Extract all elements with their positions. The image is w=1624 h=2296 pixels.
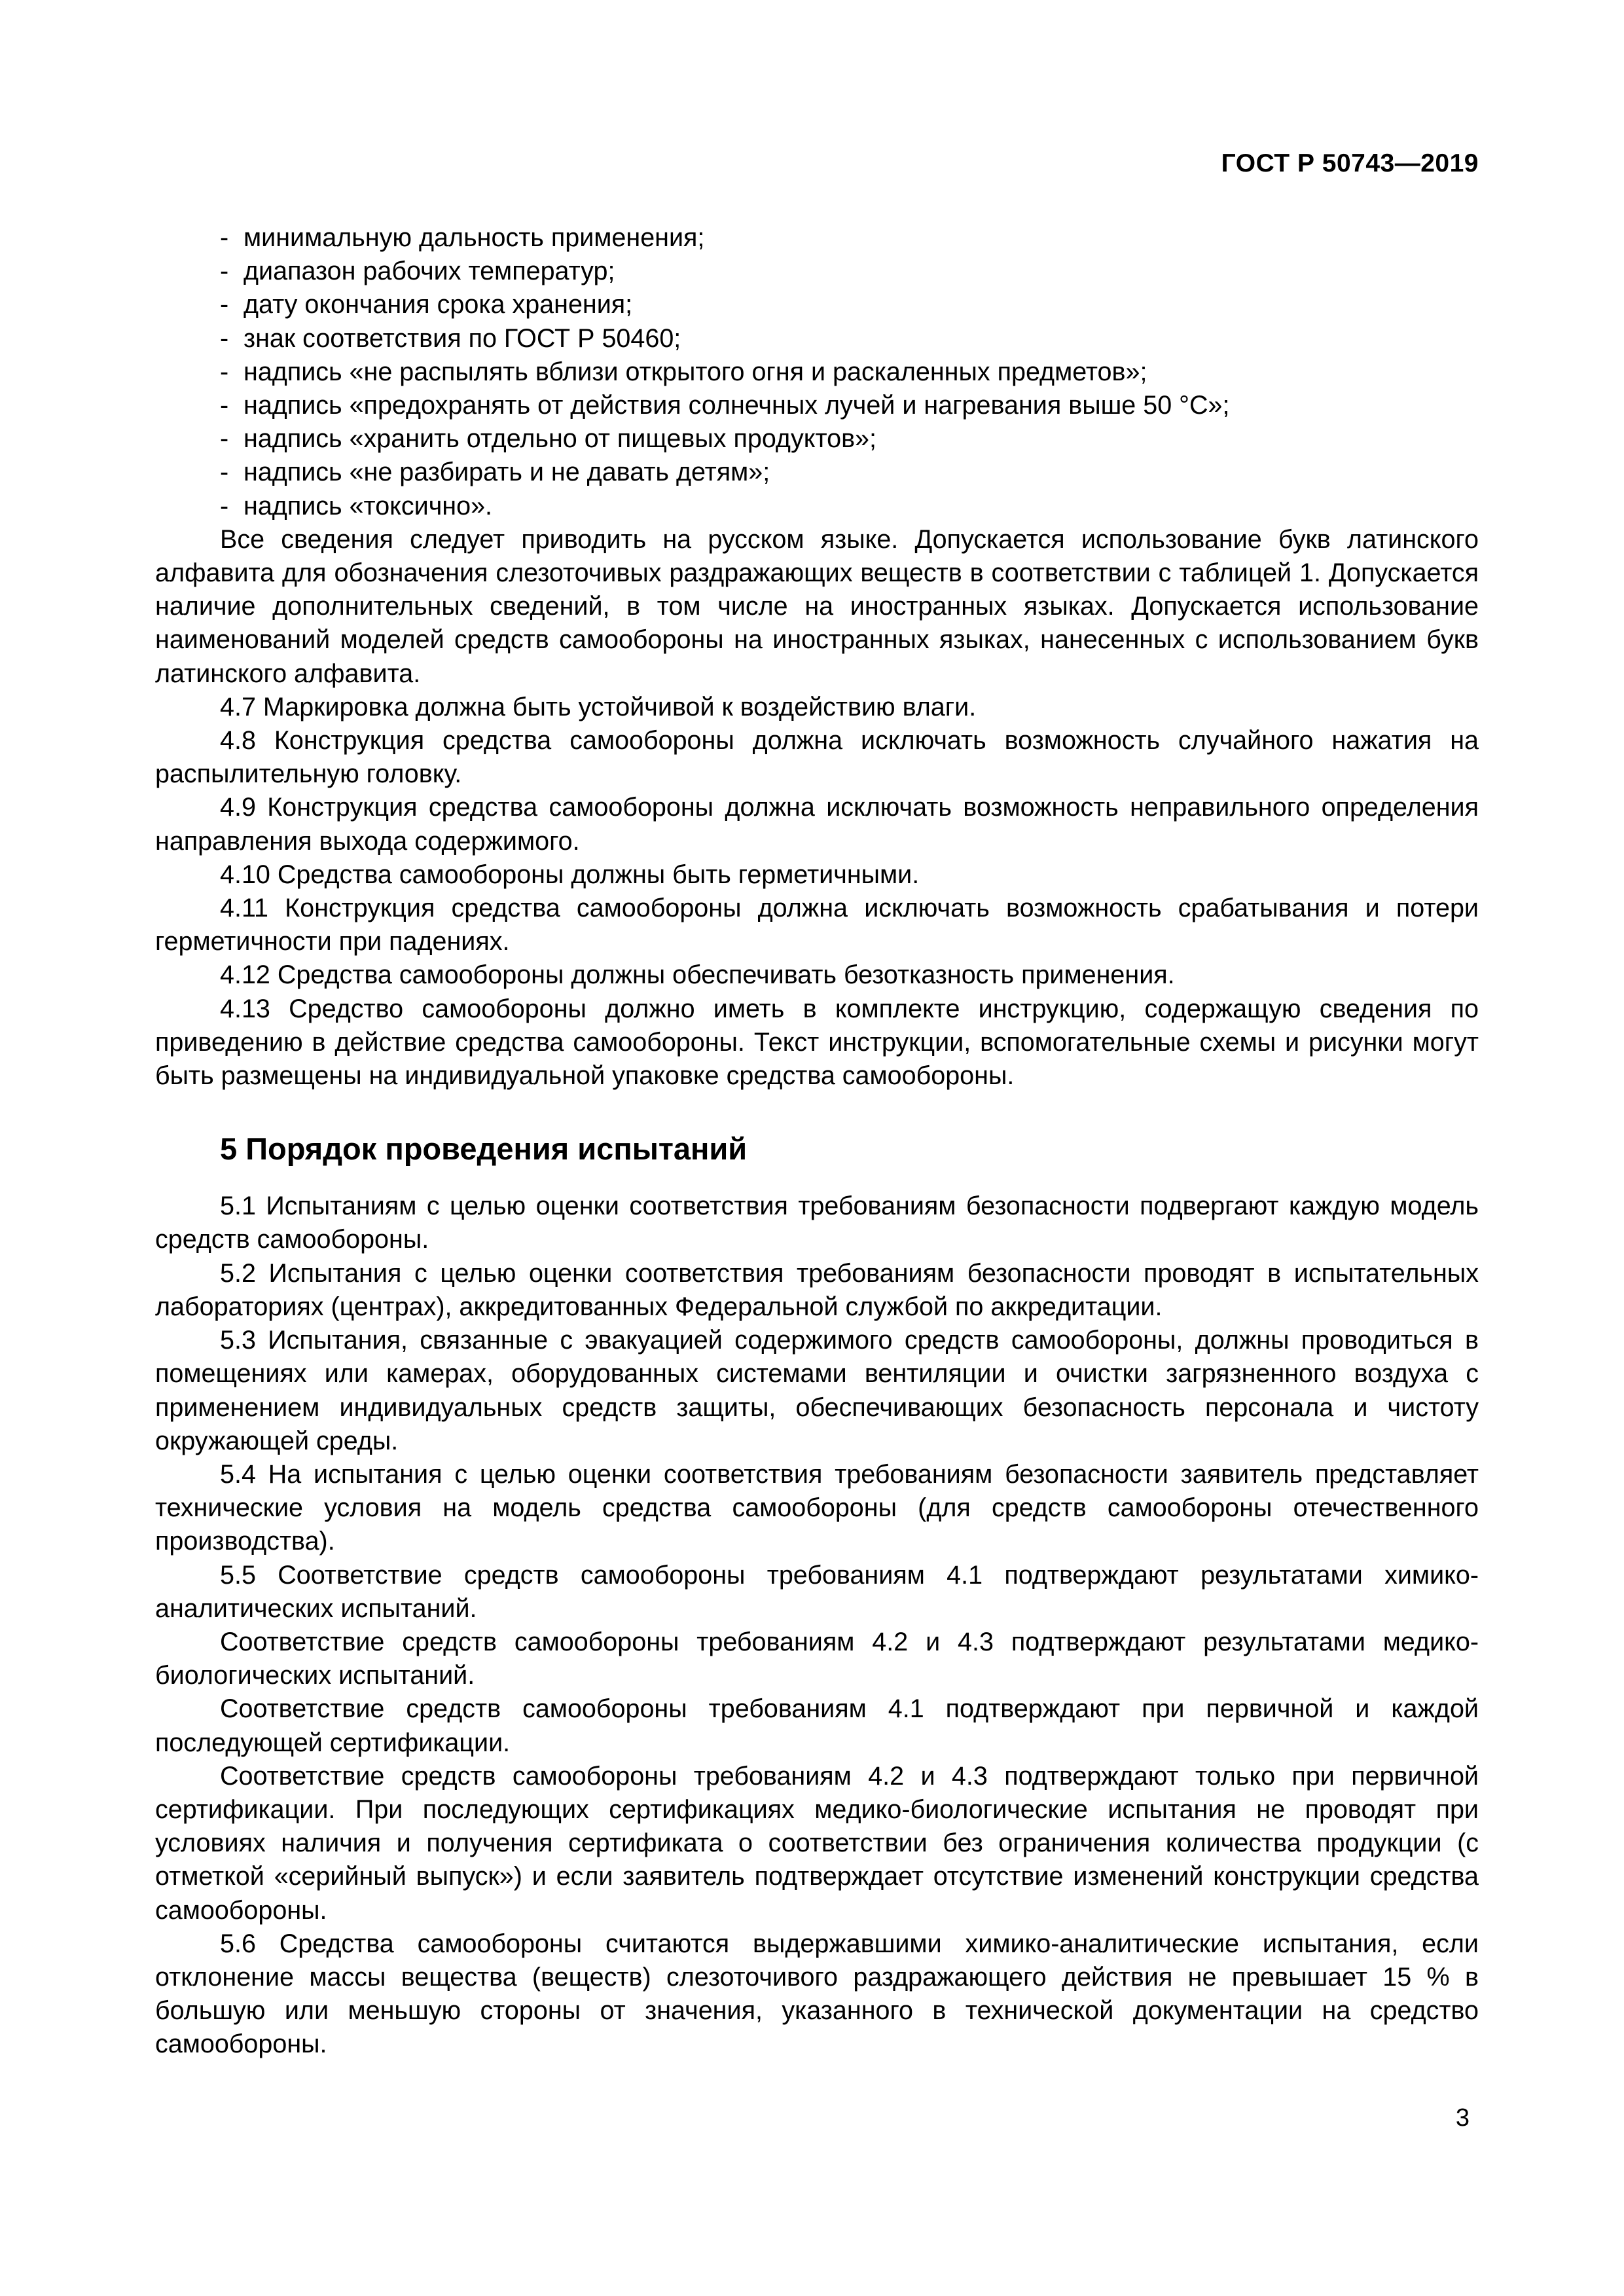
paragraph-4-10: 4.10 Средства самообороны должны быть герметичными. bbox=[220, 860, 920, 889]
paragraph-5-4: 5.4 На испытания с целью оценки соответствия требованиям безопасности заявитель представляет технические условия на модель средства самообороны (для средств самообороны отечественного производства). bbox=[155, 1459, 1479, 1556]
list-item: - знак соответствия по ГОСТ Р 50460; bbox=[155, 322, 1479, 355]
dash-marker: - bbox=[220, 491, 229, 520]
marking-requirements-list bbox=[155, 221, 1479, 523]
paragraph-4-11: 4.11 Конструкция средства самообороны должна исключать возможность срабатывания и потери герметичности при падениях. bbox=[155, 894, 1479, 957]
dash-marker: - bbox=[220, 323, 229, 353]
dash-marker: - bbox=[220, 391, 229, 420]
paragraph-4-7: 4.7 Маркировка должна быть устойчивой к воздействию влаги. bbox=[220, 692, 977, 721]
paragraph-4-13: 4.13 Средство самообороны должно иметь в комплекте инструкцию, содержащую сведения по приведению в действие средства самообороны. Текст инструкции, вспомогательные схемы и рисунки могут быть размещены на индивидуальной упаковке средства самообороны. bbox=[155, 994, 1479, 1091]
dash-marker: - bbox=[220, 357, 229, 386]
standard-header: ГОСТ Р 50743—2019 bbox=[1221, 149, 1479, 177]
dash-marker: - bbox=[220, 458, 229, 487]
list-item: - надпись «предохранять от действия солнечных лучей и нагревания выше 50 °С»; bbox=[155, 389, 1479, 422]
list-item: - минимальную дальность применения; bbox=[155, 221, 1479, 255]
dash-marker: - bbox=[220, 223, 229, 252]
paragraph-5-1: 5.1 Испытаниям с целью оценки соответствия требованиям безопасности подвергают каждую модель средств самообороны. bbox=[155, 1192, 1479, 1254]
paragraph-5-6: 5.6 Средства самообороны считаются выдержавшими химико-аналитические испытания, если отклонение массы вещества (веществ) слезоточивого раздражающего действия не превышает 15 % в большую или меньшую стороны от значения, указанного в технической документации на средство самообороны. bbox=[155, 1929, 1479, 2059]
paragraph-5-5-primary: Соответствие средств самообороны требованиям 4.2 и 4.3 подтверждают только при первичной сертификации. При последующих сертификациях медико-биологические испытания не проводят при условиях наличия и получения сертификата о соответствии без ограничения количества продукции (с отметкой «серийный выпуск») и если заявитель подтверждает отсутствие изменений конструкции средства самообороны. bbox=[155, 1761, 1479, 1925]
page-number: 3 bbox=[1455, 2104, 1470, 2132]
paragraph-5-3: 5.3 Испытания, связанные с эвакуацией содержимого средств самообороны, должны проводиться в помещениях или камерах, оборудованных системами вентиляции и очистки загрязненного воздуха с применением индивидуальных средств защиты, обеспечивающих безопасность персонала и чистоту окружающей среды. bbox=[155, 1326, 1479, 1455]
list-item: - дату окончания срока хранения; bbox=[155, 288, 1479, 321]
paragraph-5-5-medico: Соответствие средств самообороны требованиям 4.2 и 4.3 подтверждают результатами медико-биологических испытаний. bbox=[155, 1627, 1479, 1690]
list-item: - надпись «не разбирать и не давать детям»; bbox=[155, 456, 1479, 489]
list-item: - надпись «токсично». bbox=[155, 490, 1479, 523]
list-item: - надпись «хранить отдельно от пищевых продуктов»; bbox=[155, 422, 1479, 456]
dash-marker: - bbox=[220, 424, 229, 454]
list-item: - надпись «не распылять вблизи открытого огня и раскаленных предметов»; bbox=[155, 355, 1479, 389]
paragraph-4-12: 4.12 Средства самообороны должны обеспечивать безотказность применения. bbox=[220, 960, 1175, 990]
dash-marker: - bbox=[220, 257, 229, 286]
list-item: - диапазон рабочих температур; bbox=[155, 255, 1479, 288]
paragraph-5-5-certification: Соответствие средств самообороны требованиям 4.1 подтверждают при первичной и каждой последующей сертификации. bbox=[155, 1694, 1479, 1757]
paragraph-language-info: Все сведения следует приводить на русском языке. Допускается использование букв латинского алфавита для обозначения слезоточивых раздражающих веществ в соответствии с таблицей 1. Допускается наличие дополнительных сведений, в том числе на иностранных языках. Допускается использование наименований моделей средств самообороны на иностранных языках, нанесенных с использованием букв латинского алфавита. bbox=[155, 524, 1479, 688]
dash-marker: - bbox=[220, 290, 229, 319]
paragraph-4-8: 4.8 Конструкция средства самообороны должна исключать возможность случайного нажатия на распылительную головку. bbox=[155, 726, 1479, 789]
page-content bbox=[155, 221, 1479, 2062]
paragraph-5-5: 5.5 Соответствие средств самообороны требованиям 4.1 подтверждают результатами химико-аналитических испытаний. bbox=[155, 1560, 1479, 1623]
section-heading: 5 Порядок проведения испытаний bbox=[220, 1131, 748, 1167]
paragraph-4-9: 4.9 Конструкция средства самообороны должна исключать возможность неправильного определения направления выхода содержимого. bbox=[155, 793, 1479, 856]
paragraph-5-2: 5.2 Испытания с целью оценки соответствия требованиям безопасности проводят в испытательных лабораториях (центрах), аккредитованных Федеральной службой по аккредитации. bbox=[155, 1258, 1479, 1321]
